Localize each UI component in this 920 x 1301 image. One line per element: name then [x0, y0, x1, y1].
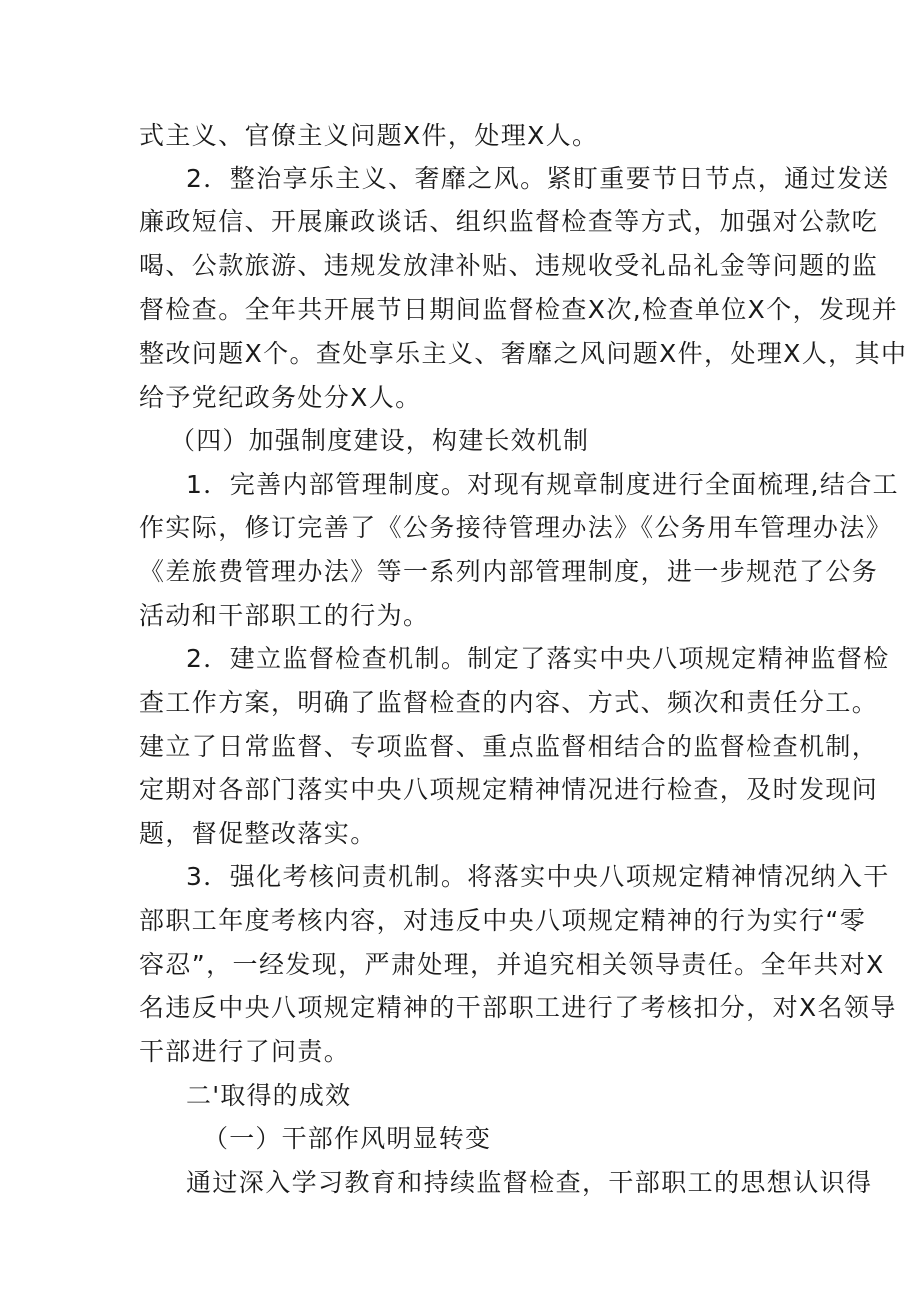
text-line: 3．强化考核问责机制。将落实中央八项规定精神情况纳入干: [186, 862, 890, 891]
text-line: 通过深入学习教育和持续监督检查，干部职工的思想认识得: [186, 1168, 873, 1197]
text-line: 部职工年度考核内容，对违反中央八项规定精神的行为实行“零: [139, 906, 867, 935]
subsection-heading: （一）干部作风明显转变: [203, 1124, 492, 1153]
text-line: 作实际，修订完善了《公务接待管理办法》《公务用车管理办法》: [139, 513, 893, 542]
text-line: 活动和干部职工的行为。: [139, 601, 430, 630]
text-line: 查工作方案，明确了监督检查的内容、方式、频次和责任分工。: [139, 688, 879, 717]
text-line: 2．建立监督检查机制。制定了落实中央八项规定精神监督检: [186, 644, 890, 673]
text-line: 督检查。全年共开展节日期间监督检查X次,检查单位X个，发现并: [139, 295, 899, 324]
section-heading: （四）加强制度建设，构建长效机制: [170, 426, 590, 455]
text-line: 《差旅费管理办法》等一系列内部管理制度，进一步规范了公务: [139, 557, 879, 586]
text-line: 干部进行了问责。: [139, 1037, 351, 1066]
text-line: 题，督促整改落实。: [139, 819, 377, 848]
text-line: 1．完善内部管理制度。对现有规章制度进行全面梳理,结合工: [186, 470, 900, 499]
text-line: 建立了日常监督、专项监督、重点监督相结合的监督检查机制，: [139, 732, 879, 761]
text-line: 名违反中央八项规定精神的干部职工进行了考核扣分，对X名领导: [139, 993, 897, 1022]
text-line: 廉政短信、开展廉政谈话、组织监督检查等方式，加强对公款吃: [139, 207, 879, 236]
section-heading: 二'取得的成效: [186, 1081, 352, 1110]
text-line: 给予党纪政务处分X人。: [139, 383, 422, 412]
text-line: 整改问题X个。查处享乐主义、奢靡之风问题X件，处理X人，其中: [139, 339, 908, 368]
text-line: 式主义、官僚主义问题X件，处理X人。: [139, 121, 599, 150]
text-line: 2．整治享乐主义、奢靡之风。紧盯重要节日节点，通过发送: [186, 164, 890, 193]
text-line: 喝、公款旅游、违规发放津补贴、违规收受礼品礼金等问题的监: [139, 251, 879, 280]
text-line: 定期对各部门落实中央八项规定精神情况进行检查，及时发现问: [139, 775, 879, 804]
text-line: 容忍”，一经发现，严肃处理，并追究相关领导责任。全年共对X: [139, 950, 885, 979]
